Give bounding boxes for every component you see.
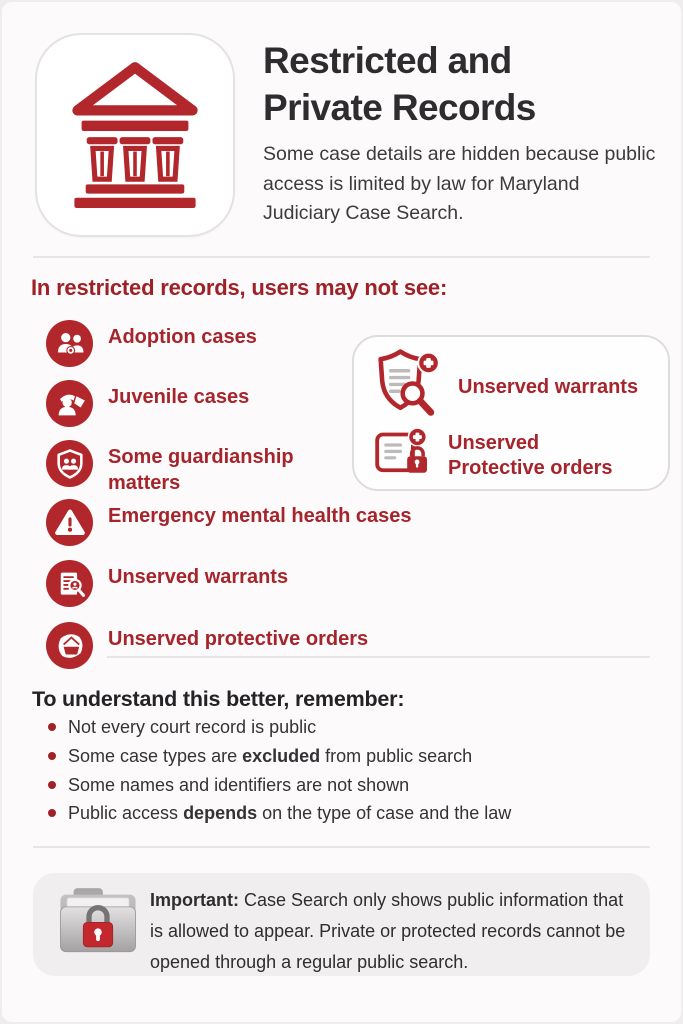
callout-item-protective-orders [372,423,638,488]
courthouse-card [35,33,235,237]
bullet-item [48,747,511,767]
footer-divider [33,846,650,848]
list-item-label: Unserved warrants [108,566,289,588]
juvenile-icon [46,380,93,427]
list-item-label: Some guardianship matters [108,446,294,494]
guardianship-shield-icon [46,440,93,487]
list-item-guardianship [46,440,308,496]
bullet-dot-icon [48,752,56,760]
bullet-item [48,776,511,796]
header-divider [33,256,650,258]
bullet-dot-icon [48,809,56,817]
document-lock-plus-icon [372,423,436,488]
callout-item-label: Unserved Protective orders [448,432,613,479]
list-item-label: Emergency mental health cases [108,505,412,527]
protective-order-document-icon [46,622,93,669]
callout-item-label: Unserved warrants [458,376,639,399]
list-item-unserved-protective-orders [46,622,368,669]
list-item-label: Unserved protective orders [108,628,369,650]
locked-folder-icon [49,884,147,969]
bullet-text: Not every court record is public [68,717,317,737]
family-icon [46,320,93,367]
infographic-page [2,2,681,1022]
important-note-text: Important: Case Search only shows public information that is allowed to appear. Private or protected records cannot be opened through a regular public search. [150,890,626,972]
warrant-document-magnifier-icon [46,560,93,607]
bullet-dot-icon [48,723,56,731]
list-item-juvenile [46,380,249,427]
list-divider [107,656,650,658]
bullet-item [48,718,511,738]
warning-triangle-icon [46,499,93,546]
list-item-emergency [46,499,411,546]
bullet-text: Some case types are excluded from public search [68,745,473,766]
list-item-label: Juvenile cases [108,386,250,408]
courthouse-icon [65,57,205,214]
list-item-adoption [46,320,257,367]
important-label: Important: [150,890,239,910]
bullet-item [48,804,511,824]
remember-heading: To understand this better, remember: [32,687,405,711]
callout-item-warrants [370,347,638,428]
bullet-text: Public access depends on the type of case and the law [68,803,512,824]
shield-search-plus-icon [370,347,446,428]
page-title: Restricted and Private Records [263,40,536,128]
list-item-label: Adoption cases [108,326,257,348]
restricted-section-heading: In restricted records, users may not see: [31,275,448,300]
page-subtitle: Some case details are hidden because public access is limited by law for Maryland Judiciary Case Search. [263,143,656,225]
list-item-unserved-warrants [46,560,288,607]
important-note-box [33,873,650,976]
bullet-dot-icon [48,781,56,789]
remember-bullet-list [48,718,511,833]
unserved-callout-box [352,335,670,491]
bullet-text: Some names and identifiers are not shown [68,774,410,795]
